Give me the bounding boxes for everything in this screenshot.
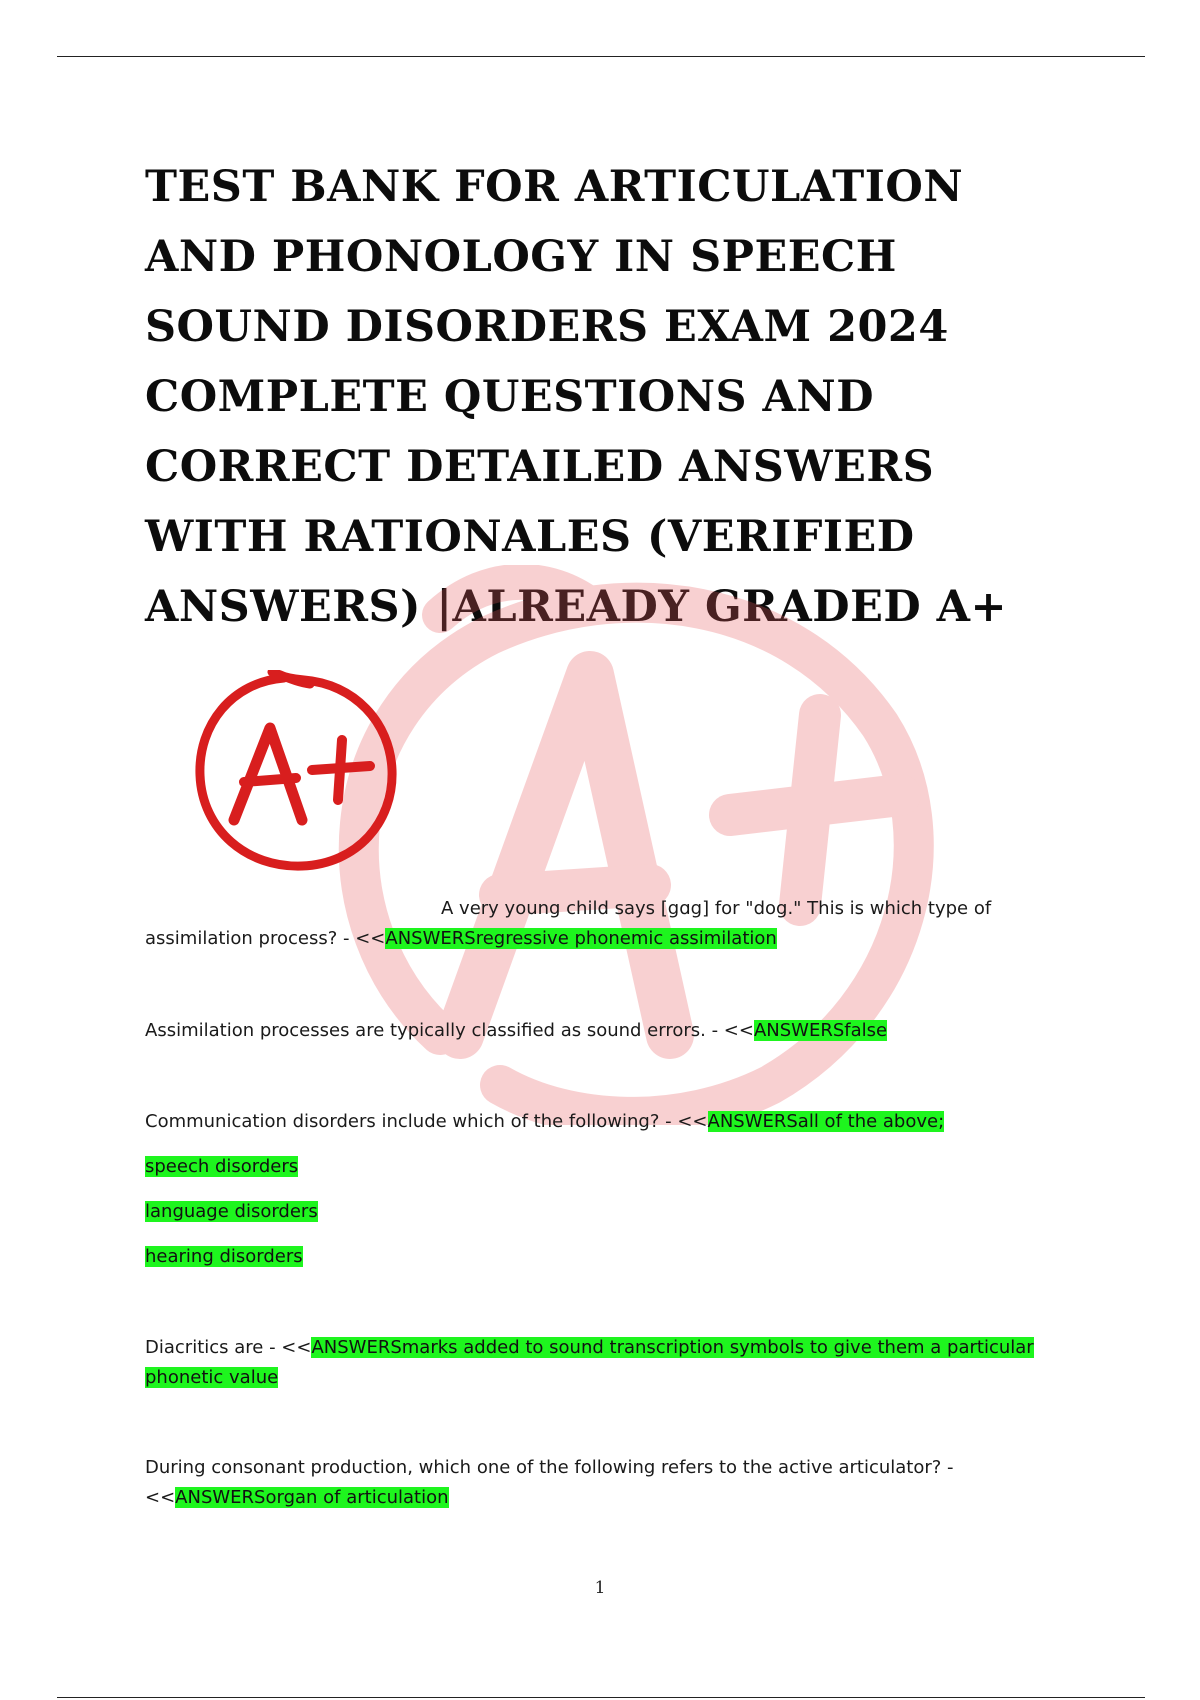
question-2 [145, 1016, 1045, 1046]
question-3 [145, 1107, 1045, 1137]
question-text-cont [145, 924, 1045, 954]
answer-highlight-cont: phonetic value [145, 1367, 279, 1388]
answer-highlight: speech disorders [145, 1156, 299, 1177]
answer-line-2 [145, 1197, 318, 1227]
question-text: A very young child says [gɑg] for "dog." This is which type of [441, 898, 992, 919]
answer-highlight: language disorders [145, 1201, 318, 1222]
answer-highlight: ANSWERSorgan of articulation [175, 1487, 449, 1508]
answer-highlight: ANSWERSfalse [753, 1020, 888, 1041]
page-number: 1 [594, 1578, 606, 1598]
answer-line-3 [145, 1242, 303, 1272]
answer-highlight: ANSWERSmarks added to sound transcription symbols to give them a particular [311, 1337, 1034, 1358]
a-plus-grade-icon [192, 670, 402, 875]
answer-line-1 [145, 1152, 298, 1182]
question-text: During consonant production, which one of the following refers to the active articulator? - [145, 1457, 954, 1478]
answer-highlight: hearing disorders [145, 1246, 303, 1267]
question-text: Diacritics are - << [145, 1337, 312, 1358]
document-title: TEST BANK FOR ARTICULATION AND PHONOLOGY IN SPEECH SOUND DISORDERS EXAM 2024 COMPLETE QUESTIONS AND CORRECT DETAILED ANSWERS WITH RATIONALES (VERIFIED ANSWERS) |ALREADY GRADED A+ [145, 162, 1007, 632]
question-text: Assimilation processes are typically classified as sound errors. - << [145, 1020, 754, 1041]
answer-line-cont [145, 1363, 1045, 1393]
header-rule [57, 56, 1145, 57]
question-1 [145, 894, 1045, 954]
question-5 [145, 1453, 1045, 1513]
question-4 [145, 1333, 1045, 1393]
answer-highlight: ANSWERSall of the above; [707, 1111, 945, 1132]
answer-highlight: ANSWERSregressive phonemic assimilation [385, 928, 777, 949]
question-prompt: assimilation process? - << [145, 928, 386, 949]
question-prompt: << [145, 1487, 176, 1508]
question-text: Communication disorders include which of the following? - << [145, 1111, 708, 1132]
question-text-cont [145, 1483, 1045, 1513]
footer-rule [57, 1697, 1145, 1698]
question-line [145, 1333, 1045, 1363]
